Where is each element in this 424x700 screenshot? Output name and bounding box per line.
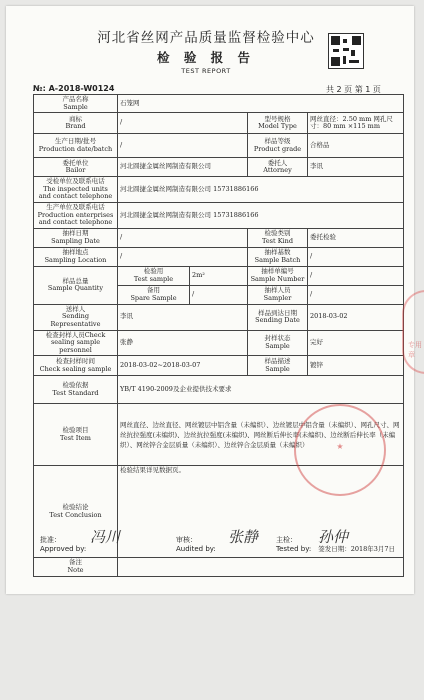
conclusion-value: 检验结果详见数据页。: [120, 466, 185, 475]
production-date-value: /: [118, 134, 248, 158]
product-grade-label: 样品等级 Product grade: [248, 134, 308, 158]
institution-name: 河北省丝网产品质量监督检验中心: [97, 30, 315, 46]
sample-batch-value: /: [308, 247, 404, 266]
spare-sample-label: 备用 Spare Sample: [118, 285, 190, 304]
sending-date-label: 样品到达日期 Sending Date: [248, 304, 308, 330]
sending-rep-label: 送样人 Sending Representative: [34, 304, 118, 330]
model-label: 型号规格 Model Type: [248, 113, 308, 134]
check-personnel-label: 检查封样人员Check sealing sample personnel: [34, 330, 118, 356]
report-number: №: A-2018-W0124: [33, 84, 115, 93]
check-personnel-value: 张静: [118, 330, 248, 356]
sampler-label: 抽样人员 Sampler: [248, 285, 308, 304]
sample-state-label: 封样状态 Sample: [248, 330, 308, 356]
production-enterprises-value: 河北圆捷金属丝网制造有限公司 15731886166: [118, 202, 404, 228]
sample-name-label: 产品名称 Sample: [34, 95, 118, 113]
report-title: 检 验 报 告: [156, 50, 256, 65]
sample-number-label: 抽样单编号 Sample Number: [248, 266, 308, 285]
sample-batch-label: 抽样基数 Sample Batch: [248, 247, 308, 266]
tested-label: 主检： Tested by:: [276, 536, 312, 553]
spare-sample-value: /: [190, 285, 248, 304]
note-value: [118, 558, 404, 576]
report-table: [33, 94, 404, 577]
test-standard-label: 检验依据 Test Standard: [34, 376, 118, 404]
attorney-label: 委托人 Attorney: [248, 158, 308, 177]
side-seal-icon: [402, 290, 424, 374]
approved-signature: 冯川: [90, 528, 121, 546]
audited-label: 审核： Audited by:: [176, 536, 216, 553]
sample-desc-label: 样品描述 Sample: [248, 356, 308, 376]
brand-value: /: [118, 113, 248, 134]
page-count: 共 2 页 第 1 页: [326, 85, 381, 94]
sample-quantity-label: 样品总量 Sample Quantity: [34, 266, 118, 304]
attorney-value: 李讯: [308, 158, 404, 177]
production-date-label: 生产日期/批号 Production date/batch: [34, 134, 118, 158]
sample-number-value: /: [308, 266, 404, 285]
test-kind-value: 委托检验: [308, 228, 404, 247]
product-grade-value: 合格品: [308, 134, 404, 158]
sample-name-value: 石笼网: [118, 95, 404, 113]
sampler-value: /: [308, 285, 404, 304]
sending-rep-value: 李讯: [118, 304, 248, 330]
note-label: 备注 Note: [34, 558, 118, 576]
sampling-date-value: /: [118, 228, 248, 247]
test-sample-value: 2m²: [190, 266, 248, 285]
sending-date-value: 2018-03-02: [308, 304, 404, 330]
official-seal-icon: ★: [294, 404, 386, 496]
brand-label: 商标 Brand: [34, 113, 118, 134]
check-time-label: 检查封样时间 Check sealing sample: [34, 356, 118, 376]
audited-signature: 张静: [228, 528, 259, 546]
sampling-location-value: /: [118, 247, 248, 266]
inspected-units-label: 受检单位及联系电话 The inspected units and contact telephone: [34, 177, 118, 203]
model-value: 网丝直径：2.50 mm 网孔尺寸：80 mm ×115 mm: [308, 113, 404, 134]
tested-signature: 孙仲: [318, 528, 349, 546]
test-item-value: 网丝直径、边丝直径、网丝镀层中铝含量（未编织）、边丝镀层中铝含量（未编织）、网孔尺寸、网丝抗拉强度(未编织)、边丝抗拉强度(未编织)、网丝断后伸长率(未编织)、边丝断后伸长率（未编织）、网丝锌合金层质量（未编织）、边丝锌合金层质量（未编织）: [118, 404, 404, 466]
approved-label: 批准： Approved by:: [40, 536, 87, 553]
production-enterprises-label: 生产单位及联系电话 Production enterprises and contact telephone: [34, 202, 118, 228]
check-time-value: 2018-03-02~2018-03-07: [118, 356, 248, 376]
report-title-en: TEST REPORT: [181, 67, 231, 75]
test-kind-label: 检验类别 Test Kind: [248, 228, 308, 247]
test-item-label: 检验项目 Test Item: [34, 404, 118, 466]
side-seal-text: 专用章: [408, 341, 422, 359]
conclusion-label: 检验结论 Test Conclusion: [34, 466, 118, 558]
bailor-value: 河北圆捷金属丝网制造有限公司: [118, 158, 248, 177]
test-standard-value: YB/T 4190-2009及企业提供技术要求: [118, 376, 404, 404]
qr-code-icon: [328, 33, 364, 69]
sample-desc-value: 镀锌: [308, 356, 404, 376]
inspected-units-value: 河北圆捷金属丝网制造有限公司 15731886166: [118, 177, 404, 203]
sampling-date-label: 抽样日期 Sampling Date: [34, 228, 118, 247]
sampling-location-label: 抽样地点 Sampling Location: [34, 247, 118, 266]
report-page: [6, 6, 414, 594]
bailor-label: 委托单位 Bailor: [34, 158, 118, 177]
sample-state-value: 完好: [308, 330, 404, 356]
issue-date: 签发日期：2018年3月7日: [318, 544, 396, 553]
test-sample-label: 检验用 Test sample: [118, 266, 190, 285]
